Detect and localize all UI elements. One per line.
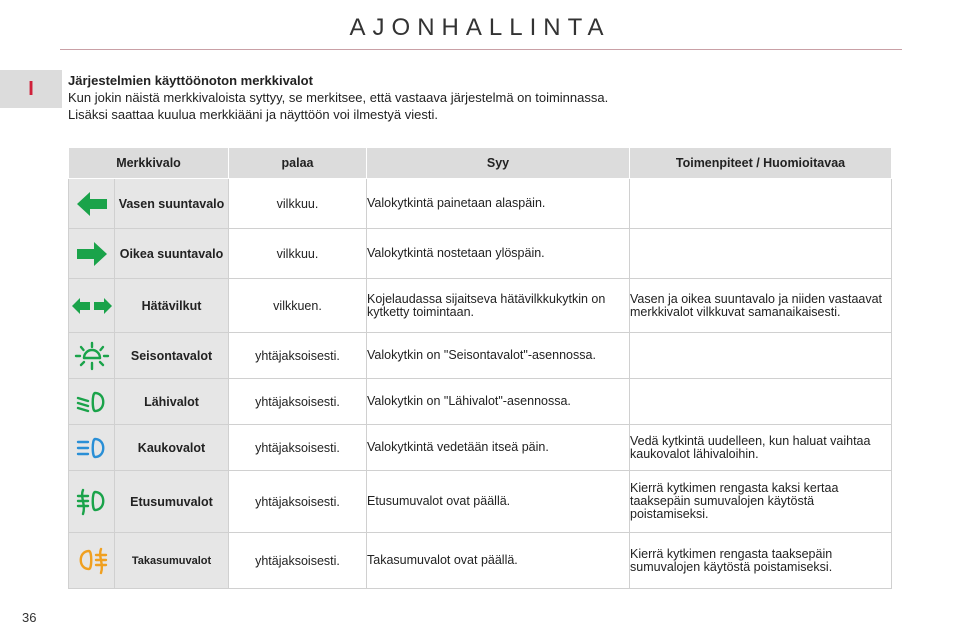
left-arrow-icon: [76, 191, 108, 217]
row-name: Takasumuvalot: [115, 533, 229, 589]
section-heading: Järjestelmien käyttöönoton merkkivalot: [68, 73, 313, 88]
table-row: [69, 279, 892, 333]
title-divider: [60, 49, 902, 50]
page-number: 36: [22, 610, 37, 625]
row-state: yhtäjaksoisesti.: [229, 425, 367, 471]
table-row: [69, 333, 892, 379]
row-state: yhtäjaksoisesti.: [229, 533, 367, 589]
row-action: Kierrä kytkimen rengasta kaksi kertaa taaksepäin sumuvalojen käytöstä poistamiseksi.: [630, 471, 892, 533]
row-name: Oikea suuntavalo: [115, 229, 229, 279]
row-name: Etusumuvalot: [115, 471, 229, 533]
row-state: vilkkuu.: [229, 229, 367, 279]
header-palaa: palaa: [229, 148, 367, 179]
row-state: yhtäjaksoisesti.: [229, 379, 367, 425]
header-merkkivalo: Merkkivalo: [69, 148, 229, 179]
row-state: yhtäjaksoisesti.: [229, 333, 367, 379]
page-title: AJONHALLINTA: [349, 14, 611, 41]
row-cause: Etusumuvalot ovat päällä.: [367, 471, 630, 533]
table-row: [69, 533, 892, 589]
row-state: vilkkuu.: [229, 179, 367, 229]
main-beam-icon: [75, 436, 109, 460]
intro-line-2: Lisäksi saattaa kuulua merkkiääni ja näyttöön voi ilmestyä viesti.: [68, 107, 438, 122]
row-name: Seisontavalot: [115, 333, 229, 379]
front-fog-icon: [75, 488, 109, 516]
row-action: [630, 379, 892, 425]
row-action: Vedä kytkintä uudelleen, kun haluat vaihtaa kaukovalot lähivaloihin.: [630, 425, 892, 471]
right-arrow-icon: [76, 241, 108, 267]
row-action: [630, 179, 892, 229]
row-name: Vasen suuntavalo: [115, 179, 229, 229]
header-toimenpiteet: Toimenpiteet / Huomioitavaa: [630, 148, 892, 179]
row-name: Kaukovalot: [115, 425, 229, 471]
table-row: [69, 229, 892, 279]
row-cause: Valokytkintä vedetään itseä päin.: [367, 425, 630, 471]
table-row: [69, 471, 892, 533]
row-cause: Kojelaudassa sijaitseva hätävilkkukytkin on kytketty toimintaan.: [367, 279, 630, 333]
row-state: vilkkuen.: [229, 279, 367, 333]
table-row: [69, 179, 892, 229]
row-action: [630, 333, 892, 379]
chapter-label: I: [28, 77, 34, 100]
row-name: Lähivalot: [115, 379, 229, 425]
dipped-beam-icon: [75, 390, 109, 414]
row-state: yhtäjaksoisesti.: [229, 471, 367, 533]
header-syy: Syy: [367, 148, 630, 179]
table-row: [69, 425, 892, 471]
table-row: [69, 379, 892, 425]
parking-light-icon: [74, 341, 110, 371]
row-cause: Valokytkintä painetaan alaspäin.: [367, 179, 630, 229]
row-cause: Valokytkintä nostetaan ylöspäin.: [367, 229, 630, 279]
row-action: Vasen ja oikea suuntavalo ja niiden vastaavat merkkivalot vilkkuvat samanaikaisesti.: [630, 279, 892, 333]
row-action: Kierrä kytkimen rengasta taaksepäin sumuvalojen käytöstä poistamiseksi.: [630, 533, 892, 589]
row-cause: Valokytkin on "Seisontavalot"-asennossa.: [367, 333, 630, 379]
intro-line-1: Kun jokin näistä merkkivaloista syttyy, se merkitsee, että vastaava järjestelmä on toiminnassa.: [68, 90, 609, 105]
hazard-arrows-icon: [71, 297, 113, 315]
intro-section: [68, 72, 928, 123]
indicator-table: [68, 147, 892, 589]
table-header-row: [69, 148, 892, 179]
row-name: Hätävilkut: [115, 279, 229, 333]
row-action: [630, 229, 892, 279]
row-cause: Valokytkin on "Lähivalot"-asennossa.: [367, 379, 630, 425]
chapter-tab: [0, 70, 62, 108]
row-cause: Takasumuvalot ovat päällä.: [367, 533, 630, 589]
rear-fog-icon: [75, 547, 109, 575]
